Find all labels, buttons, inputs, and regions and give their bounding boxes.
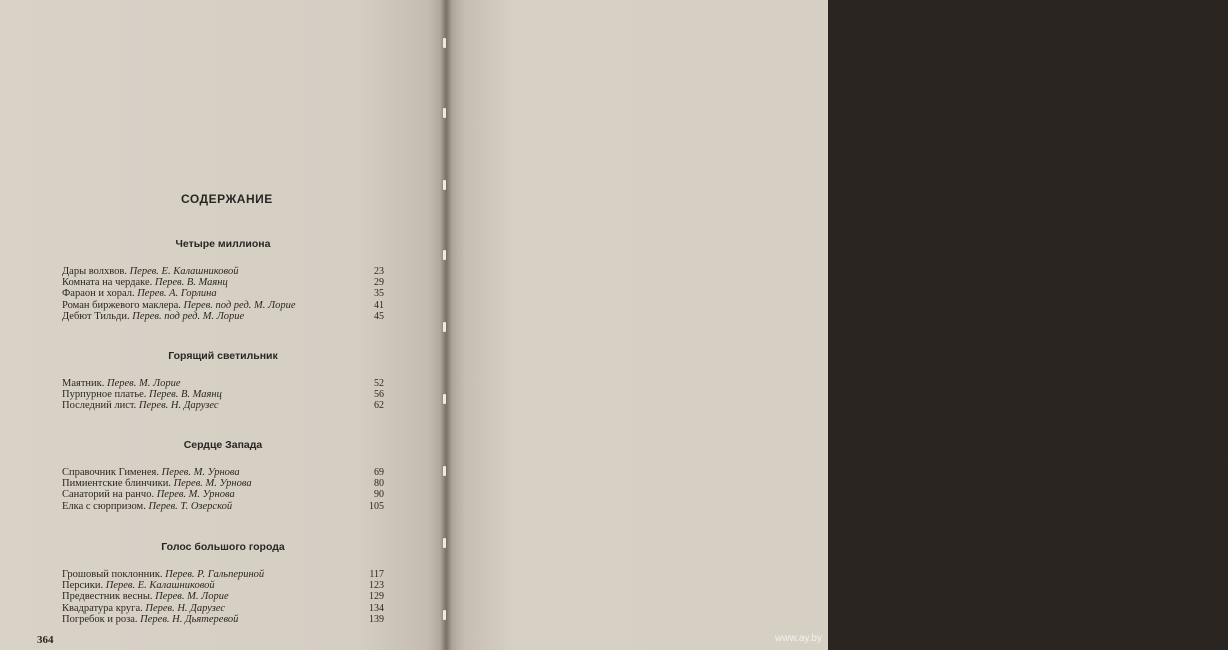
entry-page-number: 152	[1213, 70, 1228, 82]
book-gutter	[440, 0, 452, 650]
section-title: Всего понемножку	[1036, 516, 1134, 528]
entry-list	[62, 378, 384, 412]
entry-title	[942, 455, 1117, 466]
translator-credit: Перев. Н. Дарузес	[145, 602, 226, 614]
translator-credit: Перев. В. Маянц	[154, 277, 228, 289]
entry-title	[62, 614, 238, 625]
entry-page-number: 56	[374, 389, 384, 401]
entry-title	[942, 196, 1148, 207]
entry-page-number: 52	[374, 378, 384, 389]
entry-page-number: 308	[1213, 477, 1228, 489]
translator-credit: Перев. под ред. М. Лорие	[183, 299, 296, 311]
entry-page-number: 336	[1213, 588, 1228, 600]
entry-title	[62, 569, 264, 580]
toc-entry	[942, 196, 1228, 207]
story-title: Волшебный профиль.	[942, 185, 1040, 196]
binding-stitch	[443, 610, 446, 620]
entry-title	[942, 207, 1175, 218]
story-title: Грошовый поклонник.	[62, 569, 163, 580]
toc-section	[62, 238, 384, 322]
translator-credit: Перев. Н. Волжиной	[1037, 555, 1130, 567]
translator-credit: Перев. Т. Озерской	[1031, 577, 1116, 589]
translator-credit: Перев. Р. Гальпериной	[165, 569, 265, 580]
entry-title	[62, 489, 235, 500]
translator-credit: Перев. А. Горлина	[137, 288, 217, 300]
entry-title	[942, 115, 1017, 126]
toc-entry	[942, 376, 1228, 387]
toc-section	[942, 348, 1228, 398]
toc-entry	[62, 614, 384, 625]
translator-credit: Перев. М. Лорие	[1064, 588, 1138, 600]
translator-credit: Перев. М. Лорие	[155, 591, 229, 603]
story-title: Предвестник весны.	[62, 591, 153, 603]
story-title: Стриженый волк	[942, 92, 1018, 104]
entry-title	[942, 93, 1017, 104]
entry-title	[62, 389, 222, 400]
toc-entry	[942, 70, 1228, 81]
translator-credit: Перев. Н. Дарузес	[1095, 207, 1176, 219]
story-title: Трест, который лопнул	[942, 70, 1044, 82]
entry-title	[942, 185, 1122, 196]
entry-title	[942, 589, 1138, 600]
story-title: Санаторий на ранчо.	[62, 489, 155, 501]
toc-entry	[62, 277, 384, 288]
entry-title	[942, 300, 1157, 311]
entry-page-number: 29	[374, 277, 384, 289]
entry-list	[62, 569, 384, 625]
story-title: Дороги, которые мы выбираем.	[942, 477, 1083, 489]
story-title: Маятник.	[62, 378, 105, 389]
translator-credit: Перев. под ред. М. Лорие	[132, 310, 245, 322]
binding-stitch	[443, 108, 446, 118]
toc-entry	[942, 104, 1228, 115]
story-title: Чародейные хлебцы.	[942, 555, 1036, 567]
story-title: Вождь краснокожих.	[942, 455, 1035, 466]
entry-page-number: 134	[369, 602, 384, 614]
right-page	[446, 0, 1228, 650]
toc-entry	[62, 603, 384, 614]
entry-page-number: 23	[374, 266, 384, 277]
toc-entry	[942, 207, 1228, 218]
toc-entry	[942, 544, 1228, 555]
entry-page-number: 209	[1213, 207, 1228, 219]
toc-section	[942, 261, 1228, 323]
section-subtitle: (Перев. К. Чуковского)	[1036, 34, 1134, 45]
translator-credit: Перев. М. Лорие	[107, 378, 181, 389]
binding-stitch	[443, 38, 446, 48]
entry-title	[62, 591, 229, 602]
entry-page-number: 139	[369, 613, 384, 625]
section-title: Благородный жулик	[1031, 20, 1139, 32]
toc-entry	[62, 311, 384, 322]
entry-page-number: 45	[374, 310, 384, 322]
toc-entry	[62, 389, 384, 400]
story-title: Поросячья этика	[942, 115, 1017, 127]
story-title: Последний лист.	[62, 400, 137, 412]
entry-page-number: 145	[1213, 59, 1228, 70]
entry-page-number: 123	[369, 580, 384, 592]
entry-title	[942, 81, 1078, 92]
entry-title	[942, 466, 1119, 477]
story-title: Формальная ошибка.	[942, 466, 1037, 478]
story-title: Джефф Питерс как персональный магнит	[942, 59, 1128, 70]
entry-page-number: 173	[1213, 103, 1228, 115]
translator-credit: Перев. Н. Дьятеревой	[140, 613, 239, 625]
translator-credit: Перев. Т. Озерской	[148, 500, 233, 512]
entry-list	[942, 376, 1228, 398]
entry-list	[942, 544, 1228, 611]
entry-page-number: 41	[374, 299, 384, 311]
toc-section	[62, 350, 384, 412]
entry-title	[942, 477, 1164, 488]
entry-title	[942, 566, 1109, 577]
story-title: Третий ингредиент.	[942, 289, 1030, 300]
translator-credit: Перев. Н. Дарузес	[1084, 477, 1165, 489]
entry-title	[62, 478, 252, 489]
entry-list	[942, 59, 1228, 126]
section-title: Четыре миллиона	[175, 238, 271, 250]
entry-page-number: 365	[1213, 600, 1228, 612]
entry-page-number: 129	[369, 591, 384, 603]
toc-entry	[942, 387, 1228, 398]
entry-title	[942, 289, 1105, 300]
toc-section	[62, 439, 384, 512]
story-title: Кафедра филантроматематики	[942, 81, 1078, 93]
translator-credit: Перев. Н. Дарузес	[1037, 455, 1118, 466]
entry-page-number: 274	[1213, 387, 1228, 399]
translator-credit: Перев. М. Лорие	[1031, 289, 1106, 300]
page-number: 364	[37, 634, 54, 646]
entry-page-number: 233	[1213, 289, 1228, 300]
translator-credit: Перев. Н. Гуровой	[1038, 466, 1120, 478]
entry-page-number: 268	[1213, 376, 1228, 387]
entry-title	[62, 501, 232, 512]
toc-entry	[62, 378, 384, 389]
entry-page-number: 180	[1213, 115, 1228, 127]
toc-section	[942, 157, 1228, 230]
entry-title	[942, 578, 1115, 589]
translator-credit: Перев. Е. Калашниковой	[129, 266, 239, 277]
toc-entry	[942, 115, 1228, 126]
entry-title	[62, 467, 240, 478]
entry-page-number: 216	[1213, 218, 1228, 230]
toc-entry	[62, 501, 384, 512]
section-title: На выбор	[1059, 261, 1111, 273]
toc-section	[942, 427, 1228, 489]
translator-credit: Перев. М. Урнова	[161, 467, 240, 478]
story-title: Справочник Гименея.	[62, 467, 159, 478]
binding-stitch	[443, 250, 446, 260]
left-page	[0, 0, 446, 650]
entry-title	[62, 580, 215, 591]
toc-entry	[62, 478, 384, 489]
toc-entry	[62, 591, 384, 602]
translator-credit: Перев. Е. Калашниковой	[105, 580, 215, 592]
story-title: Дебют Тильди.	[62, 310, 130, 322]
story-title: Обращение Джимми Валентайна.	[942, 207, 1093, 219]
entry-title	[942, 70, 1044, 81]
binding-stitch	[443, 538, 446, 548]
entry-title	[942, 59, 1128, 70]
entry-title	[62, 603, 225, 614]
toc-entry	[62, 266, 384, 277]
toc-entry	[942, 289, 1228, 300]
story-title: Совесть в искусстве	[942, 103, 1033, 115]
story-title: Погребок и роза.	[62, 613, 138, 625]
toc-entry	[62, 288, 384, 299]
entry-page-number: 117	[369, 569, 384, 580]
entry-title	[942, 219, 1159, 230]
binding-stitch	[443, 466, 446, 476]
toc-entry	[942, 555, 1228, 566]
entry-title	[62, 288, 217, 299]
toc-entry	[942, 578, 1228, 589]
section-title: Горящий светильник	[168, 350, 278, 362]
entry-title	[62, 400, 219, 411]
toc-section	[942, 516, 1228, 611]
entry-title	[942, 387, 1182, 398]
section-title: Коловращение	[1046, 427, 1124, 439]
entry-title	[62, 378, 181, 389]
toc-entry	[62, 300, 384, 311]
entry-title	[942, 104, 1032, 115]
toc-entry	[62, 400, 384, 411]
story-title: Пурпурное платье.	[62, 389, 147, 401]
entry-title	[62, 311, 244, 322]
entry-list	[62, 266, 384, 322]
story-title: Гнусный обманщик.	[942, 196, 1033, 208]
toc-entry	[942, 81, 1228, 92]
toc-entry	[942, 219, 1228, 230]
entry-list	[942, 289, 1228, 323]
toc-entry	[62, 580, 384, 591]
entry-title	[62, 300, 296, 311]
entry-list	[942, 455, 1228, 489]
toc-entry	[942, 477, 1228, 488]
story-title: Город без происшествий.	[942, 387, 1055, 399]
binding-stitch	[443, 394, 446, 404]
story-title: Роман биржевого маклера.	[62, 299, 181, 311]
entry-page-number: 190	[1213, 185, 1228, 196]
toc-entry	[942, 455, 1228, 466]
entry-page-number: 69	[374, 467, 384, 478]
entry-page-number: 317	[1213, 555, 1228, 567]
story-title: Персики.	[62, 580, 104, 592]
entry-page-number: 302	[1213, 466, 1228, 478]
section-title: Дороги судьбы	[1044, 157, 1126, 169]
story-title: Елка с сюрпризом.	[62, 500, 146, 512]
translator-credit: Перев. Г. Конюшкова	[1005, 311, 1100, 323]
entry-title	[62, 266, 238, 277]
story-title: Без вымысла.	[942, 311, 1003, 323]
translator-credit: Перев. Н. Дарузес	[1042, 185, 1122, 196]
toc-entry	[62, 489, 384, 500]
entry-page-number: 328	[1213, 577, 1228, 589]
entry-page-number: 62	[374, 400, 384, 412]
toc-section	[942, 20, 1228, 126]
entry-list	[62, 467, 384, 512]
toc-entry	[62, 467, 384, 478]
toc-entry	[62, 569, 384, 580]
toc-section	[62, 541, 384, 625]
section-title: Сердце Запада	[183, 439, 263, 451]
entry-title	[62, 277, 228, 288]
translator-credit: Перев. под ред. М. Лорие	[1035, 196, 1148, 208]
story-title: Джимми Хейз и Мьюриэл.	[942, 588, 1062, 600]
entry-page-number: 35	[374, 288, 384, 300]
story-title: Пимиентские блинчики.	[62, 478, 171, 490]
story-title: Улисс и собачник.	[942, 566, 1024, 578]
entry-title	[942, 376, 1154, 387]
entry-list	[942, 185, 1228, 230]
entry-page-number: 313	[1213, 544, 1228, 555]
entry-page-number: 323	[1213, 566, 1228, 578]
entry-page-number: 197	[1213, 196, 1228, 208]
entry-page-number: 159	[1213, 81, 1228, 93]
translator-credit: Перев. Е. Калашниковой	[1050, 218, 1159, 230]
section-title: Голос большого города	[161, 541, 285, 553]
entry-page-number: 291	[1213, 455, 1228, 466]
toc-entry	[942, 300, 1228, 311]
entry-page-number: 90	[374, 489, 384, 501]
toc-entry	[942, 466, 1228, 477]
story-title: Как скрывался черный Билл.	[942, 300, 1072, 312]
section-title: Деловые люди	[1045, 348, 1125, 360]
toc-entry	[942, 589, 1228, 600]
contents-heading: СОДЕРЖАНИЕ	[181, 192, 273, 206]
toc-entry	[942, 185, 1228, 196]
entry-page-number: 105	[369, 500, 384, 512]
translator-credit: Перев. Т. Озерской	[1025, 566, 1110, 578]
entry-title	[942, 311, 1099, 322]
entry-page-number: 167	[1213, 92, 1228, 104]
translator-credit: Перев. Е. Калашниковой	[1044, 376, 1154, 387]
binding-stitch	[443, 322, 446, 332]
entry-page-number: 80	[374, 478, 384, 490]
story-title: Родственные души.	[942, 577, 1030, 589]
toc-entry	[942, 600, 1228, 611]
toc-entry	[942, 311, 1228, 322]
binding-stitch	[443, 180, 446, 190]
toc-entry	[942, 566, 1228, 577]
entry-title	[942, 555, 1129, 566]
story-title: Квадратура круга.	[62, 602, 143, 614]
toc-entry	[942, 59, 1228, 70]
story-title: Младенцы в джунглях	[942, 376, 1043, 387]
entry-page-number: 245	[1213, 300, 1228, 312]
translator-credit: Перев. М. Урнова	[156, 489, 235, 501]
translator-credit: Перев. В. Маянц	[149, 389, 222, 401]
translator-credit: Перев. М. Урнова	[173, 478, 252, 490]
toc-entry	[942, 93, 1228, 104]
watermark: www.ay.by	[774, 633, 822, 644]
translator-credit: Перев. под ред. Н. Кашкина	[1057, 387, 1182, 399]
translator-credit: Перев. Н. Дарузес	[138, 400, 219, 412]
entry-page-number: 258	[1213, 311, 1228, 323]
story-title: Друзья из Сан-Розарио.	[942, 218, 1048, 230]
story-title: Комната на чердаке.	[62, 277, 153, 289]
story-title: Фараон и хорал.	[62, 288, 135, 300]
story-title: Дары волхвов.	[62, 266, 127, 277]
translator-credit: Перев. Т. Озерской	[1073, 300, 1158, 312]
